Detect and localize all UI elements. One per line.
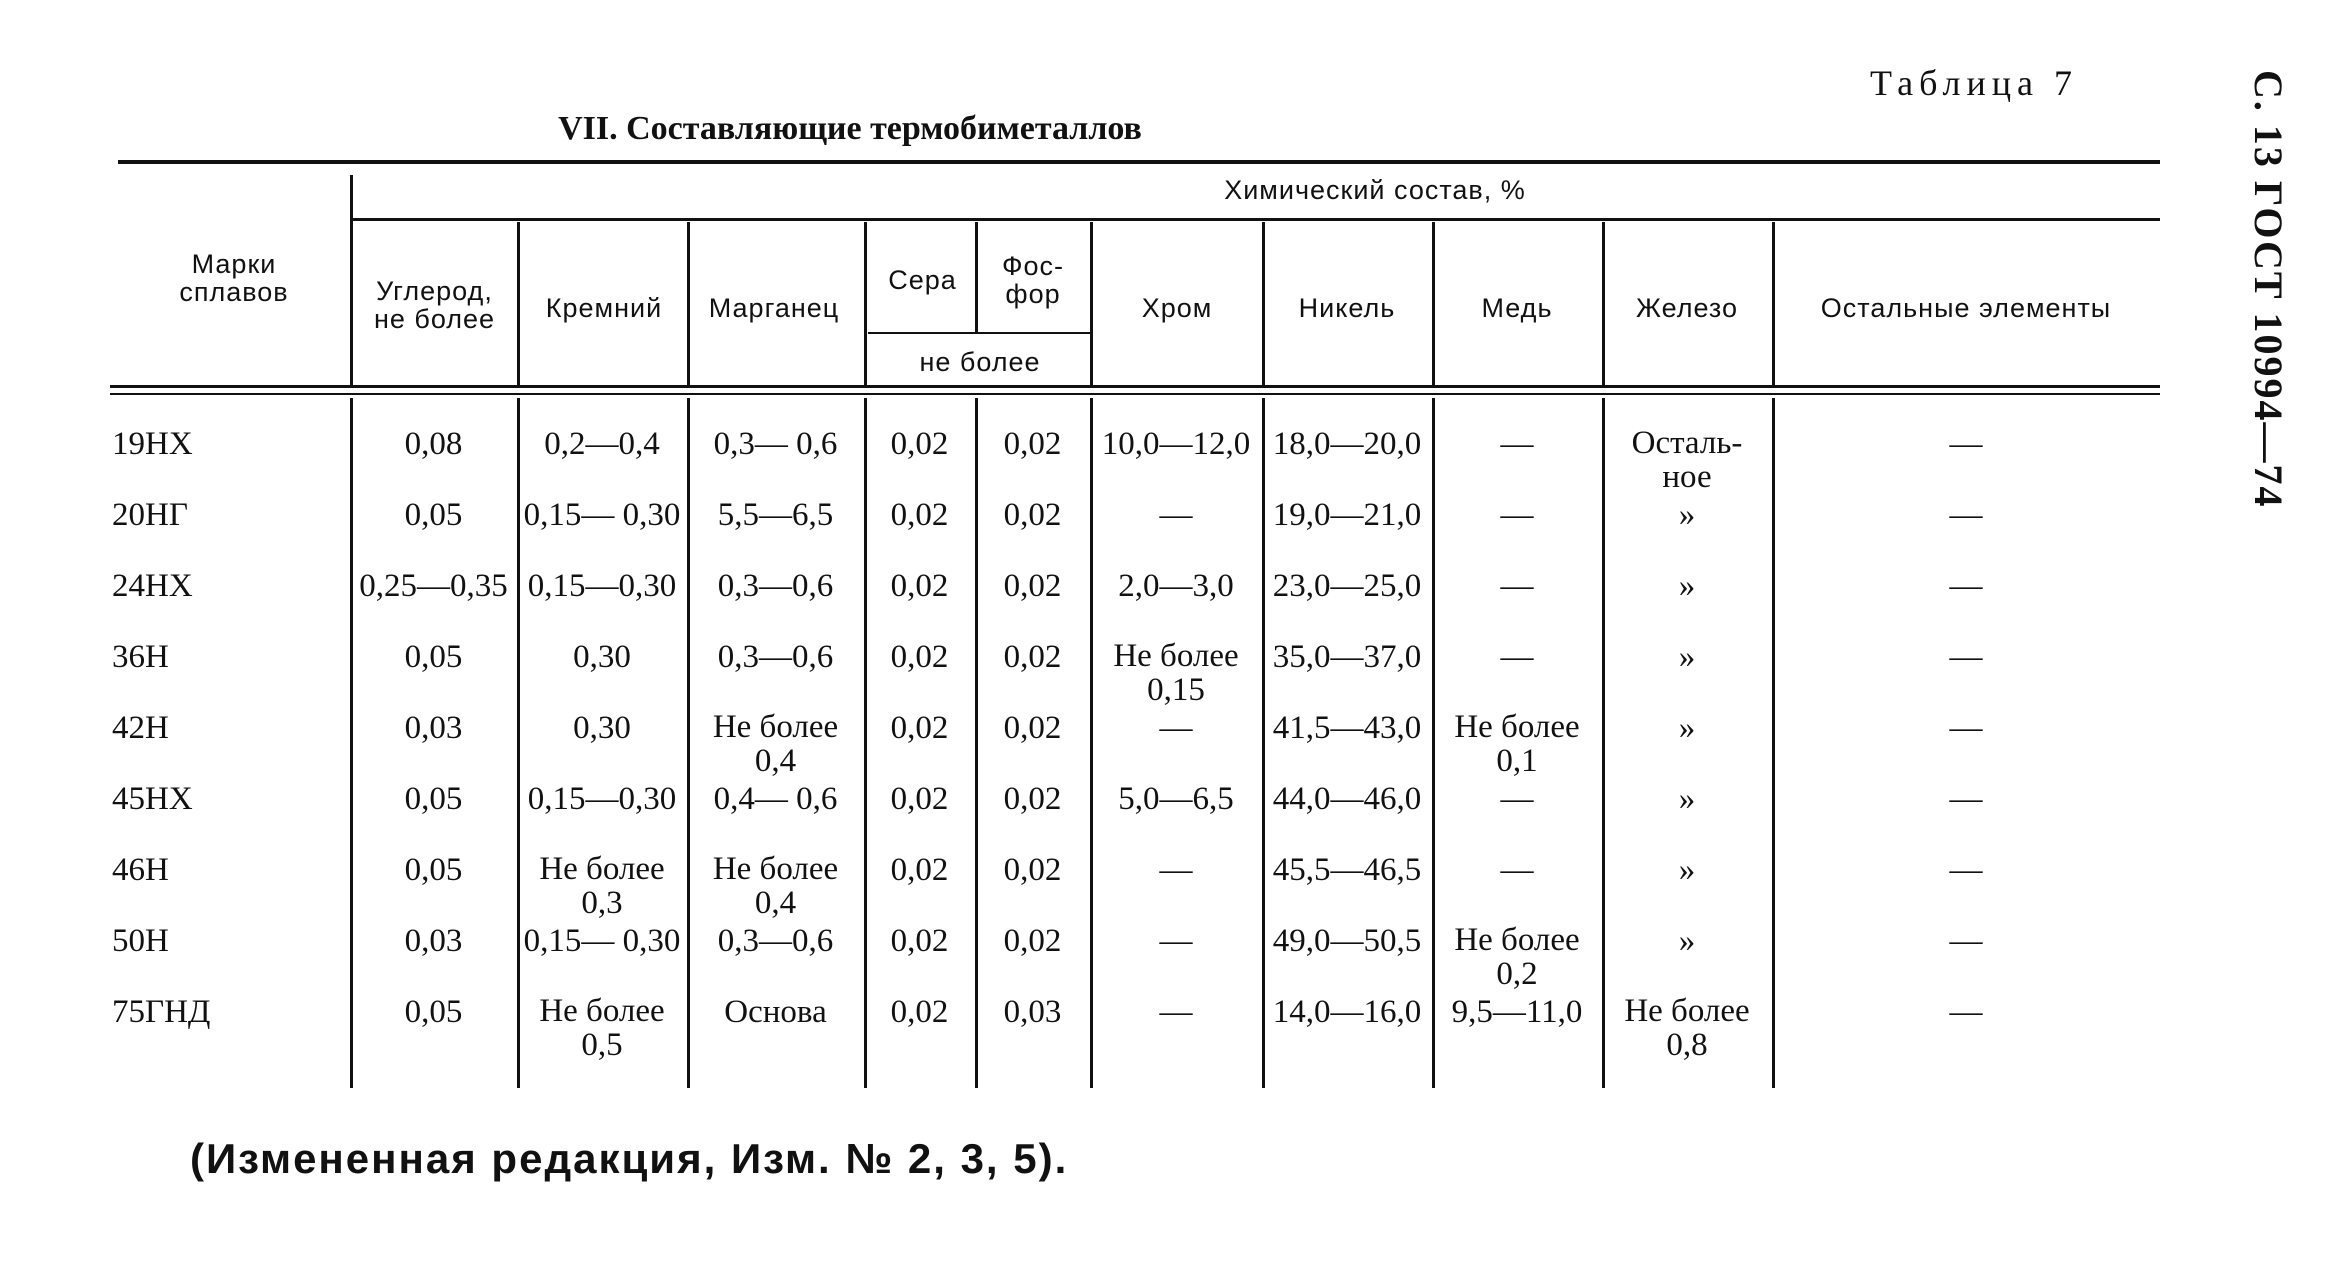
cell-copper: — xyxy=(1500,781,1534,817)
grid-vline-header xyxy=(517,222,520,385)
cell-text-line: 0,5 xyxy=(581,1027,623,1063)
cell-sulfur: 0,02 xyxy=(890,426,949,462)
cell-carbon: 0,05 xyxy=(404,497,463,533)
grid-vline-header xyxy=(975,222,978,332)
cell-text-line: Не более xyxy=(1454,709,1580,745)
cell-grade: 24НХ xyxy=(112,568,193,604)
cell-chromium: — xyxy=(1159,994,1193,1030)
cell-phosphorus: 0,02 xyxy=(1003,852,1062,888)
cell-silicon: 0,15—0,30 xyxy=(527,781,677,817)
cell-sulfur: 0,02 xyxy=(890,639,949,675)
cell-silicon: 0,2—0,4 xyxy=(544,426,660,462)
cell-sulfur: 0,02 xyxy=(890,994,949,1030)
cell-sulfur: 0,02 xyxy=(890,852,949,888)
cell-grade: 20НГ xyxy=(112,497,188,533)
cell-iron xyxy=(1602,426,1772,494)
cell-text-line: 0,2 xyxy=(1496,956,1538,992)
cell-nickel: 45,5—46,5 xyxy=(1272,852,1422,888)
cell-chromium: 5,0—6,5 xyxy=(1118,781,1234,817)
cell-silicon: 0,15— 0,30 xyxy=(523,923,681,959)
cell-carbon: 0,03 xyxy=(404,710,463,746)
cell-other: — xyxy=(1949,852,1983,888)
cell-copper: — xyxy=(1500,852,1534,888)
table-title: VII. Составляющие термобиметаллов xyxy=(558,110,1142,147)
cell-text-line: Не более xyxy=(539,851,665,887)
cell-grade: 36Н xyxy=(112,639,169,675)
cell-chromium: — xyxy=(1159,852,1193,888)
cell-iron: » xyxy=(1678,781,1696,817)
cell-text-line: 0,4 xyxy=(754,743,797,779)
cell-iron: » xyxy=(1678,497,1696,533)
cell-grade: 45НХ xyxy=(112,781,193,817)
cell-manganese: 0,3—0,6 xyxy=(717,923,834,959)
col-header-carbon xyxy=(352,277,517,333)
chem-group-header: Химический состав, % xyxy=(1224,175,1526,205)
header-bottom-rule xyxy=(110,385,2160,388)
cell-carbon: 0,25—0,35 xyxy=(359,568,508,604)
cell-copper: — xyxy=(1500,497,1534,533)
grid-vline-header xyxy=(350,175,353,385)
cell-nickel: 14,0—16,0 xyxy=(1272,994,1422,1030)
cell-other: — xyxy=(1949,994,1983,1030)
col-header-grade xyxy=(118,250,350,306)
cell-copper: — xyxy=(1500,639,1534,675)
cell-sulfur: 0,02 xyxy=(890,923,949,959)
cell-phosphorus: 0,02 xyxy=(1003,639,1062,675)
cell-manganese: 5,5—6,5 xyxy=(717,497,834,533)
cell-text-line: 0,15 xyxy=(1147,672,1205,708)
cell-text-line: Не более xyxy=(1454,922,1580,958)
cell-silicon: 0,15— 0,30 xyxy=(523,497,681,533)
cell-phosphorus: 0,02 xyxy=(1003,497,1062,533)
page-side-header: С. 13 ГОСТ 10994—74 xyxy=(2246,70,2291,509)
cell-text-line: 0,8 xyxy=(1666,1027,1708,1063)
cell-carbon: 0,05 xyxy=(404,639,463,675)
amendment-footnote: (Измененная редакция, Изм. № 2, 3, 5). xyxy=(190,1135,1069,1182)
cell-nickel: 18,0—20,0 xyxy=(1272,426,1422,462)
cell-silicon xyxy=(517,994,687,1062)
col-header-phosphorus xyxy=(978,252,1088,308)
cell-chromium: — xyxy=(1159,710,1193,746)
cell-sulfur: 0,02 xyxy=(890,568,949,604)
cell-text-line: 0,1 xyxy=(1496,743,1538,779)
cell-nickel: 35,0—37,0 xyxy=(1272,639,1422,675)
col-header-nickel: Никель xyxy=(1298,293,1396,323)
max-subgroup-rule xyxy=(868,332,1092,334)
cell-grade: 46Н xyxy=(112,852,169,888)
cell-copper: 9,5—11,0 xyxy=(1451,994,1583,1030)
col-header-manganese: Марганец xyxy=(708,293,840,323)
cell-nickel: 44,0—46,0 xyxy=(1272,781,1422,817)
cell-manganese: 0,3— 0,6 xyxy=(713,426,838,462)
cell-text-line: 0,3 xyxy=(581,885,623,921)
grid-vline-header xyxy=(1432,222,1435,385)
cell-nickel: 49,0—50,5 xyxy=(1272,923,1422,959)
cell-phosphorus: 0,03 xyxy=(1003,994,1062,1030)
cell-text-line: Не более xyxy=(1624,993,1750,1029)
grid-vline-header xyxy=(864,222,867,385)
cell-manganese: 0,3—0,6 xyxy=(717,568,834,604)
table-number-label: Таблица 7 xyxy=(1870,63,2078,103)
table-top-rule xyxy=(118,160,2160,164)
cell-phosphorus: 0,02 xyxy=(1003,710,1062,746)
grid-vline-header xyxy=(1772,222,1775,385)
header-text-line: не более xyxy=(373,304,496,334)
cell-nickel: 19,0—21,0 xyxy=(1272,497,1422,533)
header-text-line: сплавов xyxy=(179,277,289,307)
cell-silicon xyxy=(517,852,687,920)
col-header-copper: Медь xyxy=(1481,293,1553,323)
cell-silicon: 0,30 xyxy=(573,710,631,746)
cell-carbon: 0,08 xyxy=(404,426,463,462)
cell-grade: 42Н xyxy=(112,710,169,746)
cell-text-line: Не более xyxy=(539,993,665,1029)
header-text-line: Фос- xyxy=(1001,251,1065,281)
cell-phosphorus: 0,02 xyxy=(1003,426,1062,462)
col-header-sulfur: Сера xyxy=(888,265,957,295)
cell-sulfur: 0,02 xyxy=(890,497,949,533)
grid-vline-header xyxy=(687,222,690,385)
cell-chromium: — xyxy=(1159,497,1193,533)
cell-nickel: 41,5—43,0 xyxy=(1272,710,1422,746)
max-subgroup-header: не более xyxy=(919,347,1041,377)
header-text-line: Углерод, xyxy=(376,276,493,306)
col-header-silicon: Кремний xyxy=(545,293,663,323)
cell-text-line: ное xyxy=(1662,459,1712,495)
grid-vline-header xyxy=(1602,222,1605,385)
header-text-line: фор xyxy=(1005,279,1061,309)
cell-manganese xyxy=(687,710,864,778)
cell-chromium: 2,0—3,0 xyxy=(1118,568,1234,604)
grid-vline-header xyxy=(1262,222,1265,385)
header-bottom-rule-2 xyxy=(110,393,2160,395)
cell-grade: 75ГНД xyxy=(112,994,211,1030)
cell-phosphorus: 0,02 xyxy=(1003,923,1062,959)
cell-iron: » xyxy=(1678,923,1696,959)
cell-other: — xyxy=(1949,781,1983,817)
cell-manganese: 0,3—0,6 xyxy=(717,639,834,675)
cell-other: — xyxy=(1949,497,1983,533)
cell-iron: » xyxy=(1678,639,1696,675)
cell-other: — xyxy=(1949,568,1983,604)
cell-silicon: 0,30 xyxy=(573,639,631,675)
cell-chromium: — xyxy=(1159,923,1193,959)
cell-text-line: Осталь- xyxy=(1631,425,1743,461)
cell-iron: » xyxy=(1678,568,1696,604)
cell-other: — xyxy=(1949,710,1983,746)
col-header-iron: Железо xyxy=(1636,293,1738,323)
cell-iron xyxy=(1602,994,1772,1062)
cell-copper: — xyxy=(1500,426,1534,462)
cell-manganese: 0,4— 0,6 xyxy=(713,781,838,817)
cell-phosphorus: 0,02 xyxy=(1003,781,1062,817)
cell-grade: 19НХ xyxy=(112,426,193,462)
cell-carbon: 0,03 xyxy=(404,923,463,959)
cell-copper: — xyxy=(1500,568,1534,604)
cell-text-line: 0,4 xyxy=(754,885,797,921)
cell-carbon: 0,05 xyxy=(404,781,463,817)
chem-group-rule xyxy=(350,218,2160,221)
cell-iron: » xyxy=(1678,852,1696,888)
cell-chromium xyxy=(1090,639,1262,707)
cell-sulfur: 0,02 xyxy=(890,781,949,817)
col-header-chromium: Хром xyxy=(1141,293,1213,323)
cell-other: — xyxy=(1949,639,1983,675)
col-header-other: Остальные элементы xyxy=(1820,293,2112,323)
grid-vline-header xyxy=(1090,222,1093,385)
cell-nickel: 23,0—25,0 xyxy=(1272,568,1422,604)
cell-copper xyxy=(1432,923,1602,991)
cell-carbon: 0,05 xyxy=(404,994,463,1030)
cell-grade: 50Н xyxy=(112,923,169,959)
header-text-line: Марки xyxy=(191,249,277,279)
cell-text-line: Не более xyxy=(712,709,839,745)
cell-manganese xyxy=(687,852,864,920)
cell-iron: » xyxy=(1678,710,1696,746)
cell-silicon: 0,15—0,30 xyxy=(527,568,677,604)
cell-phosphorus: 0,02 xyxy=(1003,568,1062,604)
cell-sulfur: 0,02 xyxy=(890,710,949,746)
cell-manganese: Основа xyxy=(724,994,827,1030)
cell-text-line: Не более xyxy=(1113,638,1239,674)
cell-other: — xyxy=(1949,923,1983,959)
cell-copper xyxy=(1432,710,1602,778)
cell-text-line: Не более xyxy=(712,851,839,887)
cell-chromium: 10,0—12,0 xyxy=(1101,426,1251,462)
cell-other: — xyxy=(1949,426,1983,462)
cell-carbon: 0,05 xyxy=(404,852,463,888)
